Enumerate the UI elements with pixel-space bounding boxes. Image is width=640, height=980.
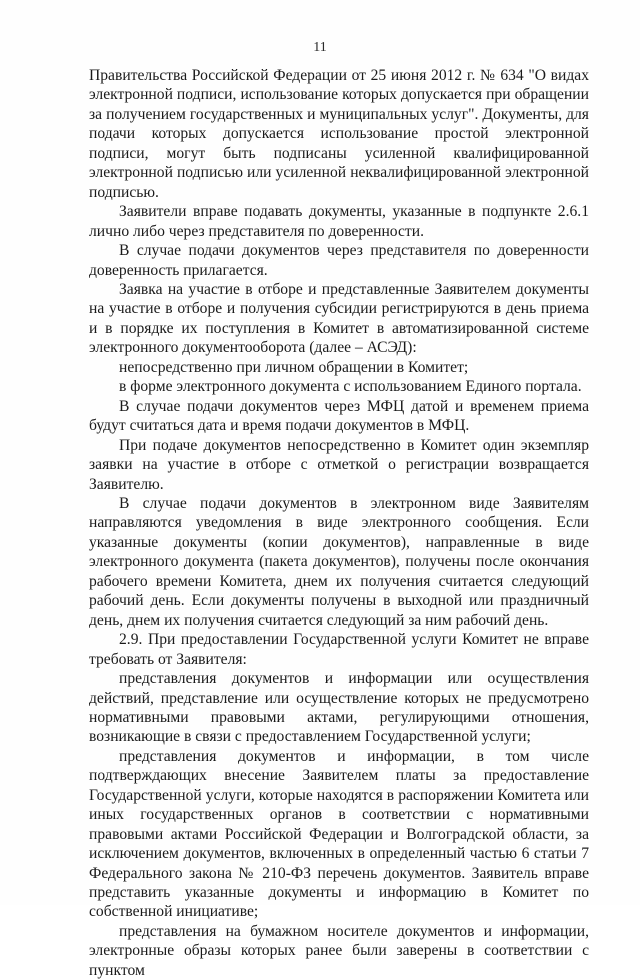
paragraph-11: представления документов и информации или осуществления действий, представление или осуществление которых не предусмотрено нормативными правовыми актами, регулирующими отношения, возникающие в связи с предоставлением Государственной услуги; xyxy=(89,670,589,746)
paragraph-4: Заявка на участие в отборе и представленные Заявителем документы на участие в отборе и получения субсидии регистрируются в день приема и в порядке их поступления в Комитет в автоматизированной системе электронного документооборота (далее – АСЭД): xyxy=(89,280,589,357)
paragraph-3: В случае подачи документов через представителя по доверенности доверенность прилагается. xyxy=(89,242,589,279)
paragraph-5: непосредственно при личном обращении в Комитет; xyxy=(119,358,469,376)
paragraph-12: представления документов и информации, в том числе подтверждающих внесение Заявителем платы за предоставление Государственной услуги, которые находятся в распоряжении Комитета или иных государственных органов в соответствии с нормативными правовыми актами Российской Федерации и Волгоградской области, за исключением документов, включенных в определенный частью 6 статьи 7 Федерального закона № 210-ФЗ перечень документов. Заявитель вправе представить указанные документы и информацию в Комитет по собственной инициативе; xyxy=(89,747,589,921)
paragraph-2: Заявители вправе подавать документы, указанные в подпункте 2.6.1 лично либо через представителя по доверенности. xyxy=(89,203,589,240)
paragraph-8: При подаче документов непосредственно в Комитет один экземпляр заявки на участие в отборе с отметкой о регистрации возвращается Заявителю. xyxy=(89,436,589,493)
paragraph-9: В случае подачи документов в электронном виде Заявителям направляются уведомления в виде электронного сообщения. Если указанные документы (копии документов), направленные в виде электронного документа (пакета документов), получены после окончания рабочего времени Комитета, днем их получения считается следующий рабочий день. Если документы получены в выходной или праздничный день, днем их получения считается следующий за ним рабочий день. xyxy=(89,494,589,629)
paragraph-1: Правительства Российской Федерации от 25 июня 2012 г. № 634 "О видах электронной подписи, использование которых допускается при обращении за получением государственных и муниципальных услуг". Документы, для подачи которых допускается использование простой электронной подписи, могут быть подписаны усиленной квалифицированной электронной подписью или усиленной неквалифицированной электронной подписью. xyxy=(89,67,589,201)
paragraph-7: В случае подачи документов через МФЦ датой и временем приема будут считаться дата и время подачи документов в МФЦ. xyxy=(89,397,589,435)
paragraph-10: 2.9. При предоставлении Государственной услуги Комитет не вправе требовать от Заявителя: xyxy=(89,631,589,668)
document-body xyxy=(89,66,589,980)
paragraph-6: в форме электронного документа с использованием Единого портала. xyxy=(119,378,582,396)
page-number: 11 xyxy=(313,40,327,55)
paragraph-13: представления на бумажном носителе документов и информации, электронные образы которых ранее были заверены в соответствии с пунктом xyxy=(89,922,589,979)
